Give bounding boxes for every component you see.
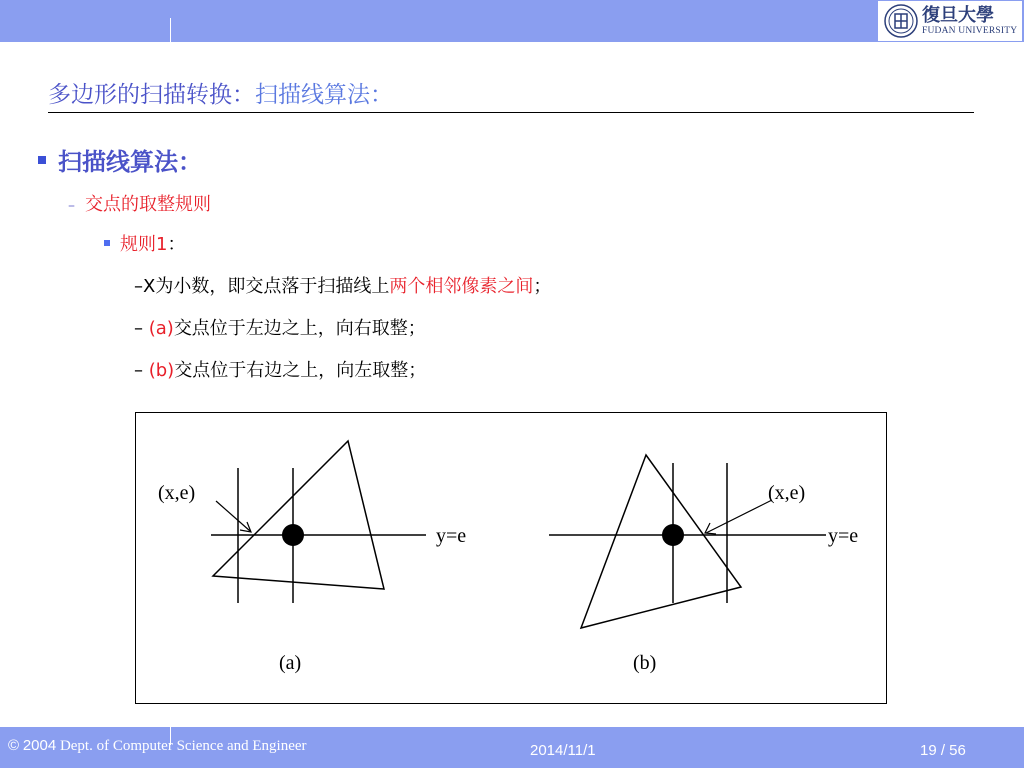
- footer-page-number: 19 / 56: [920, 742, 966, 759]
- university-logo: [878, 1, 1022, 41]
- pointer-arrow-a: [216, 501, 250, 531]
- rule-colon: ：: [167, 234, 186, 255]
- caption-a: (a): [279, 652, 302, 674]
- rule-line-1: [134, 272, 551, 298]
- rule-label: 规则1: [120, 234, 168, 255]
- diagram-svg: [136, 413, 886, 703]
- bullet-level2-text: 交点的取整规则: [85, 194, 211, 215]
- line1-prefix: –X为小数，即交点落于扫描线上: [134, 276, 390, 297]
- dash-bullet: –: [68, 198, 75, 214]
- copyright-text: Dept. of Computer Science and Engineer: [59, 738, 307, 754]
- line-label-a: y=e: [436, 525, 467, 547]
- title-underline: [48, 112, 974, 113]
- footer-bar: [0, 727, 1024, 768]
- slide-title: [48, 76, 393, 109]
- line3-dash: –: [134, 360, 149, 381]
- header-bar: [0, 0, 1024, 42]
- footer-date: 2014/11/1: [530, 742, 596, 759]
- polygon-b: [581, 455, 741, 628]
- caption-b: (b): [633, 652, 657, 674]
- square-bullet-icon: [38, 156, 46, 164]
- line2-label: (a): [148, 318, 174, 339]
- bullet-level1-text: 扫描线算法：: [58, 148, 202, 176]
- panel-a: [158, 441, 466, 674]
- point-label-b: (x,e): [768, 482, 806, 504]
- pixel-dot-a: [282, 524, 304, 546]
- rule-line-2: [134, 314, 426, 340]
- copyright-symbol: ©: [8, 737, 20, 754]
- line2-text: 交点位于左边之上，向右取整；: [173, 318, 426, 339]
- copyright-year: 2004: [22, 737, 57, 754]
- bullet-level1: [38, 142, 202, 177]
- footer-copyright: [8, 737, 307, 755]
- rule-line-3: [134, 356, 426, 382]
- line1-suffix: ；: [533, 276, 552, 297]
- title-main: 多边形的扫描转换：: [48, 82, 255, 108]
- title-sub: 扫描线算法：: [255, 82, 393, 108]
- square-bullet-icon: [104, 240, 110, 246]
- panel-b: [549, 455, 858, 674]
- university-seal-icon: [884, 4, 918, 38]
- point-label-a: (x,e): [158, 482, 196, 504]
- bullet-level3: [104, 230, 185, 256]
- line1-highlight: 两个相邻像素之间: [389, 276, 534, 297]
- logo-chinese-name: 復旦大學: [922, 4, 994, 26]
- pointer-arrow-b: [706, 500, 772, 533]
- pixel-dot-b: [662, 524, 684, 546]
- line-label-b: y=e: [828, 525, 859, 547]
- scanline-diagram: [135, 412, 887, 704]
- line3-text: 交点位于右边之上，向左取整；: [174, 360, 427, 381]
- bullet-level2: [68, 190, 211, 216]
- line3-label: (b): [148, 360, 175, 381]
- header-divider: [170, 18, 171, 42]
- line2-dash: –: [134, 318, 149, 339]
- logo-english-name: FUDAN UNIVERSITY: [922, 25, 1018, 36]
